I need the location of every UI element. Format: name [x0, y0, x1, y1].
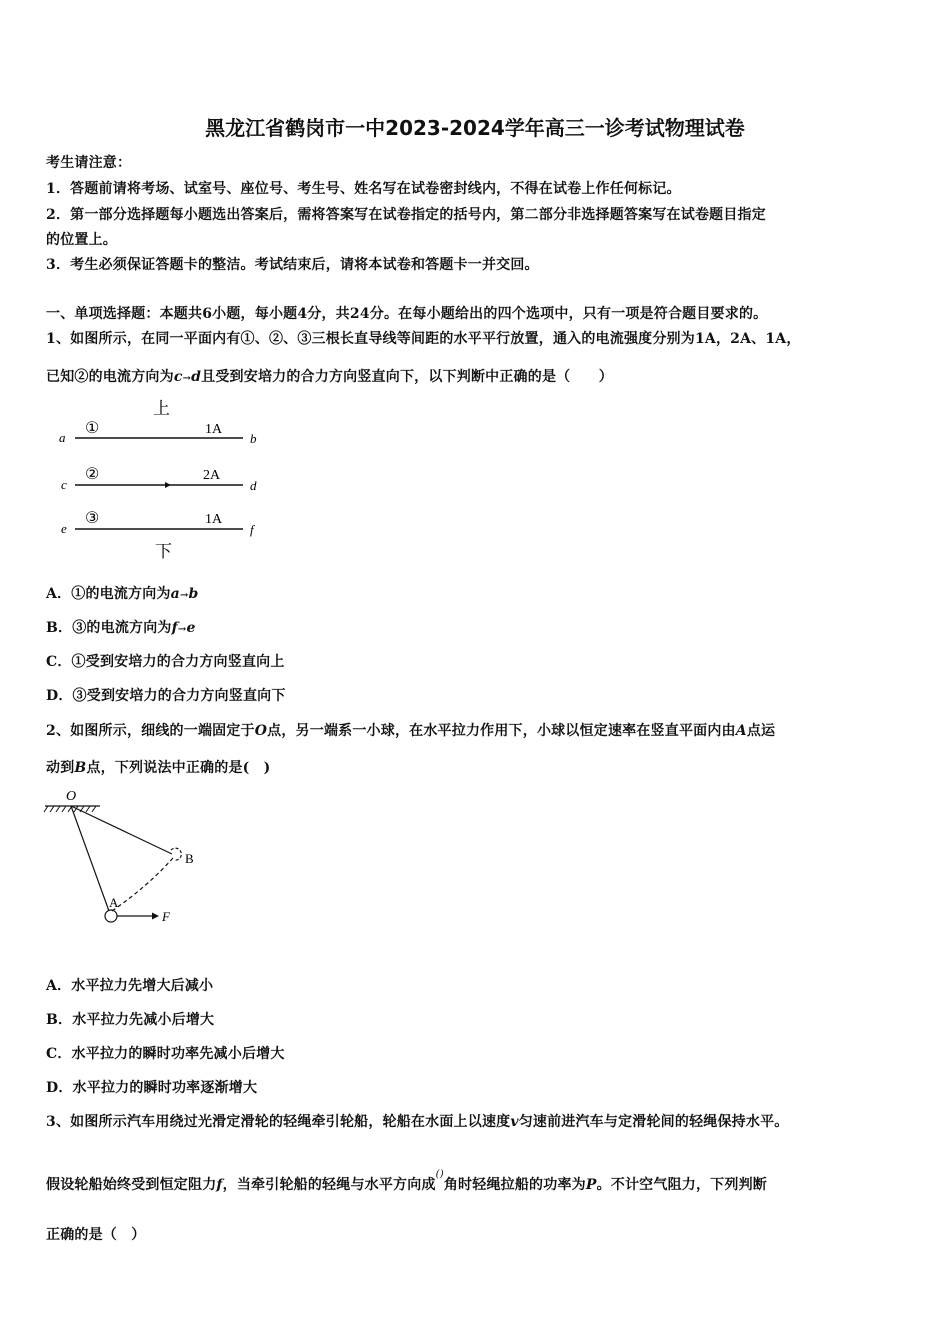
fig2-label-f: F: [162, 909, 170, 924]
notice-heading: 考生请注意：: [46, 155, 132, 171]
q1-wire-figure: [55, 393, 270, 563]
q1-option-c: C．①受到安培力的合力方向竖直向上: [46, 654, 285, 670]
q3-text-c: 假设轮船始终受到恒定阻力: [46, 1177, 217, 1193]
q2-option-c: C．水平拉力的瞬时功率先减小后增大: [46, 1046, 285, 1062]
page-title: 黑龙江省鹤岗市一中2023-2024学年高三一诊考试物理试卷: [205, 116, 745, 140]
fig2-ceiling-hatch: [44, 806, 96, 812]
q1-text-a: 已知②的电流方向为: [46, 369, 174, 385]
q3-text-f: 。不计空气阻力，下列判断: [596, 1177, 767, 1193]
notice-item-3: 3．考生必须保证答题卡的整洁。考试结束后，请将本试卷和答题卡一并交回。: [46, 257, 539, 273]
notice-item-2: 2．第一部分选择题每小题选出答案后，需将答案写在试卷指定的括号内，第二部分非选择题答案写在试卷题目指定: [46, 207, 766, 223]
q1-option-a-var1: a: [170, 586, 180, 602]
q1-option-b-var2: e: [186, 620, 196, 636]
q1-option-a: [46, 583, 199, 603]
q2-text-a: 2、如图所示，细线的一端固定于: [46, 723, 255, 739]
q2-text-c: 点运: [746, 723, 776, 739]
fig2-label-a: A: [109, 895, 119, 910]
q2-text-d: 动到: [46, 760, 75, 776]
fig1-wire3-right: f: [250, 522, 254, 537]
q2-option-d: D．水平拉力的瞬时功率逐渐增大: [46, 1080, 258, 1096]
q3-text-b: 匀速前进汽车与定滑轮间的轻绳保持水平。: [518, 1114, 789, 1130]
fig1-top-label: 上: [153, 399, 170, 418]
fig1-wire2-right: d: [250, 478, 257, 493]
fig1-wire3-left: e: [61, 521, 67, 536]
fig1-wire2-num: ②: [85, 466, 100, 483]
q2-option-a: A．水平拉力先增大后减小: [46, 978, 214, 994]
q2-line1: [46, 720, 775, 740]
q3-text-d: ，当牵引轮船的轻绳与水平方向成: [222, 1177, 436, 1193]
q1-var-d: d: [191, 369, 202, 385]
notice-item-1: 1．答题前请将考场、试室号、座位号、考生号、姓名写在试卷密封线内，不得在试卷上作任何标记。: [46, 181, 681, 197]
q1-var-c: c: [173, 369, 183, 385]
q3-var-theta: (): [435, 1169, 444, 1180]
q1-text-b: 且受到安培力的合力方向竖直向下，以下判断中正确的是（ ）: [201, 369, 613, 385]
fig2-label-b: B: [185, 851, 194, 866]
q3-line1: [46, 1111, 789, 1131]
q2-line2: [46, 757, 271, 777]
fig1-wire3-current: 1A: [205, 512, 223, 527]
q2-text-e: 点，下列说法中正确的是( ): [86, 760, 271, 776]
q3-var-f: f: [216, 1177, 223, 1193]
fig1-bottom-label: 下: [155, 542, 172, 561]
q3-var-v: v: [510, 1114, 519, 1130]
q1-option-b: [46, 617, 196, 637]
q1-option-a-text: A．①的电流方向为: [46, 586, 171, 602]
q3-line3: 正确的是（ ）: [46, 1227, 146, 1243]
q1-option-b-arrow: →: [177, 624, 187, 635]
fig1-wire1-left: a: [59, 430, 66, 445]
q2-option-b: B．水平拉力先减小后增大: [46, 1012, 215, 1028]
q1-option-d: D．③受到安培力的合力方向竖直向下: [46, 688, 286, 704]
fig1-wire2-arrow: [165, 482, 171, 488]
q2-text-b: 点，另一端系一小球，在水平拉力作用下，小球以恒定速率在竖直平面内由: [267, 723, 736, 739]
q1-line2: [46, 366, 613, 386]
q3-text-e: 角时轻绳拉船的功率为: [443, 1177, 586, 1193]
fig1-wire3-num: ③: [85, 510, 100, 527]
fig2-arc-path: [112, 858, 173, 911]
fig2-force-arrowhead: [152, 913, 159, 920]
q1-arrow: →: [182, 373, 192, 384]
section-heading: 一、单项选择题：本题共6小题，每小题4分，共24分。在每小题给出的四个选项中，只有一项是符合题目要求的。: [46, 306, 768, 322]
fig1-wire1-num: ①: [85, 420, 100, 437]
q1-option-b-text: B．③的电流方向为: [46, 620, 172, 636]
q2-var-b: B: [74, 760, 87, 776]
q3-line2: [46, 1169, 767, 1194]
q2-var-a: A: [735, 723, 747, 739]
q1-option-a-var2: b: [188, 586, 199, 602]
q1-option-b-var1: f: [171, 620, 178, 636]
q1-option-a-arrow: →: [179, 590, 189, 601]
fig1-wire2-current: 2A: [203, 468, 221, 483]
fig1-wire2-left: c: [61, 477, 67, 492]
q3-text-a: 3、如图所示汽车用绕过光滑定滑轮的轻绳牵引轮船，轮船在水面上以速度: [46, 1114, 511, 1130]
q3-var-p: P: [585, 1177, 597, 1193]
q2-pendulum-figure: [40, 786, 210, 931]
notice-item-2-cont: 的位置上。: [46, 232, 117, 248]
fig2-label-o: O: [66, 789, 77, 804]
fig1-wire1-current: 1A: [205, 422, 223, 437]
q1-line1: 1、如图所示，在同一平面内有①、②、③三根长直导线等间距的水平平行放置，通入的电流强度分别为1A，2A、1A，: [46, 331, 801, 347]
fig2-ball-a: [105, 910, 117, 922]
q2-var-o: O: [254, 723, 268, 739]
fig1-wire1-right: b: [250, 431, 257, 446]
